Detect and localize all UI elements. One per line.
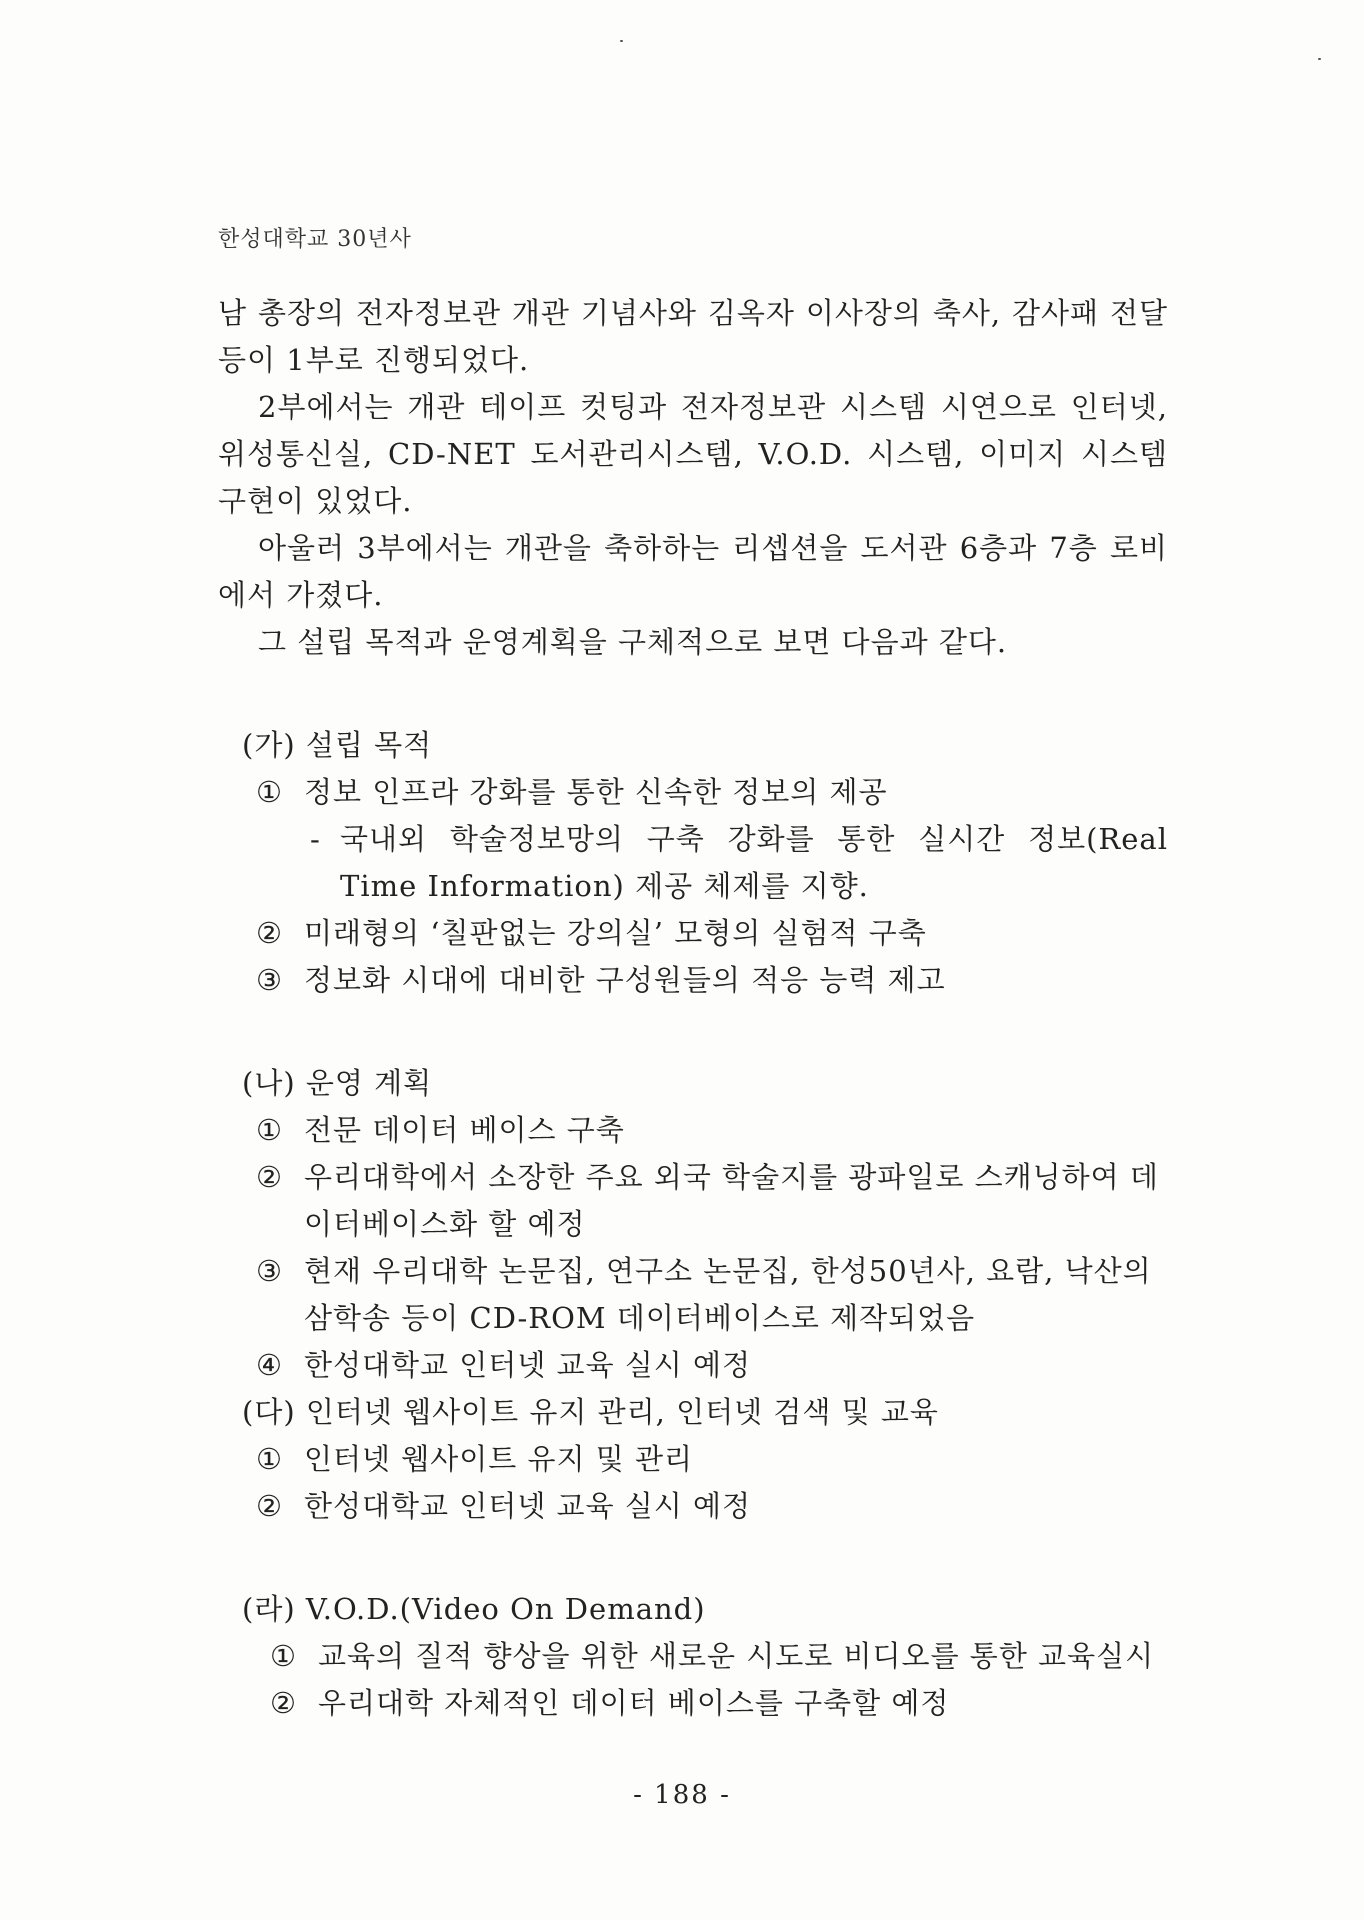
section-heading: (나) 운영 계획	[242, 1066, 433, 1100]
item-number: ①	[270, 1639, 297, 1673]
running-title: 한성대학교 30년사	[218, 227, 412, 252]
section-website	[218, 1389, 1168, 1530]
list-item	[218, 1342, 1168, 1389]
sub-dash: -	[310, 822, 321, 856]
paragraph: 그 설립 목적과 운영계획을 구체적으로 보면 다음과 같다.	[258, 625, 1008, 659]
item-text: 전문 데이터 베이스 구축	[304, 1113, 625, 1147]
item-number: ②	[256, 1489, 283, 1523]
item-text: 현재 우리대학 논문집, 연구소 논문집, 한성50년사, 요람, 낙산의 삼학송 등이 CD-ROM 데이터베이스로 제작되었음	[304, 1254, 1152, 1335]
scan-speck	[1318, 58, 1321, 60]
item-number: ②	[256, 916, 283, 950]
item-text: 정보 인프라 강화를 통한 신속한 정보의 제공	[304, 775, 888, 809]
scan-speck	[620, 40, 623, 42]
item-text: 한성대학교 인터넷 교육 실시 예정	[304, 1348, 752, 1382]
list-item	[218, 1107, 1168, 1154]
item-number: ②	[256, 1160, 283, 1194]
section-purpose	[218, 722, 1168, 1004]
item-number: ①	[256, 1113, 283, 1147]
item-text: 교육의 질적 향상을 위한 새로운 시도로 비디오를 통한 교육실시	[318, 1639, 1155, 1673]
item-number: ④	[256, 1348, 283, 1382]
item-text: 우리대학 자체적인 데이터 베이스를 구축할 예정	[318, 1686, 950, 1720]
page-body	[218, 290, 1168, 1727]
section-heading: (라) V.O.D.(Video On Demand)	[242, 1592, 706, 1626]
page-number: - 188 -	[633, 1780, 731, 1810]
item-text: 인터넷 웹사이트 유지 및 관리	[304, 1442, 694, 1476]
list-item	[218, 1436, 1168, 1483]
list-item	[218, 769, 1168, 816]
sub-item	[218, 816, 1168, 910]
list-item	[218, 1633, 1168, 1680]
item-number: ③	[256, 963, 283, 997]
item-text: 미래형의 ‘칠판없는 강의실’ 모형의 실험적 구축	[304, 916, 927, 950]
item-text: 한성대학교 인터넷 교육 실시 예정	[304, 1489, 752, 1523]
list-item	[218, 1483, 1168, 1530]
item-text: 우리대학에서 소장한 주요 외국 학술지를 광파일로 스캐닝하여 데이터베이스화 할 예정	[304, 1160, 1159, 1241]
paragraph: 남 총장의 전자정보관 개관 기념사와 김옥자 이사장의 축사, 감사패 전달 등이 1부로 진행되었다.	[218, 296, 1168, 377]
item-number: ①	[256, 775, 283, 809]
section-vod	[218, 1586, 1168, 1727]
paragraph: 아울러 3부에서는 개관을 축하하는 리셉션을 도서관 6층과 7층 로비에서 가졌다.	[218, 531, 1168, 612]
item-text: 정보화 시대에 대비한 구성원들의 적응 능력 제고	[304, 963, 946, 997]
section-operation-plan	[218, 1060, 1168, 1389]
list-item	[218, 910, 1168, 957]
item-number: ②	[270, 1686, 297, 1720]
paragraph: 2부에서는 개관 테이프 컷팅과 전자정보관 시스템 시연으로 인터넷, 위성통신실, CD-NET 도서관리시스템, V.O.D. 시스템, 이미지 시스템 구현이 있었다.	[218, 390, 1168, 518]
list-item	[218, 957, 1168, 1004]
item-number: ③	[256, 1254, 283, 1288]
section-heading: (다) 인터넷 웹사이트 유지 관리, 인터넷 검색 및 교육	[242, 1395, 939, 1429]
sub-item-text: 국내외 학술정보망의 구축 강화를 통한 실시간 정보(Real Time Information) 제공 체제를 지향.	[340, 822, 1168, 903]
section-heading: (가) 설립 목적	[242, 728, 433, 762]
list-item	[218, 1680, 1168, 1727]
list-item	[218, 1154, 1168, 1248]
list-item	[218, 1248, 1168, 1342]
item-number: ①	[256, 1442, 283, 1476]
